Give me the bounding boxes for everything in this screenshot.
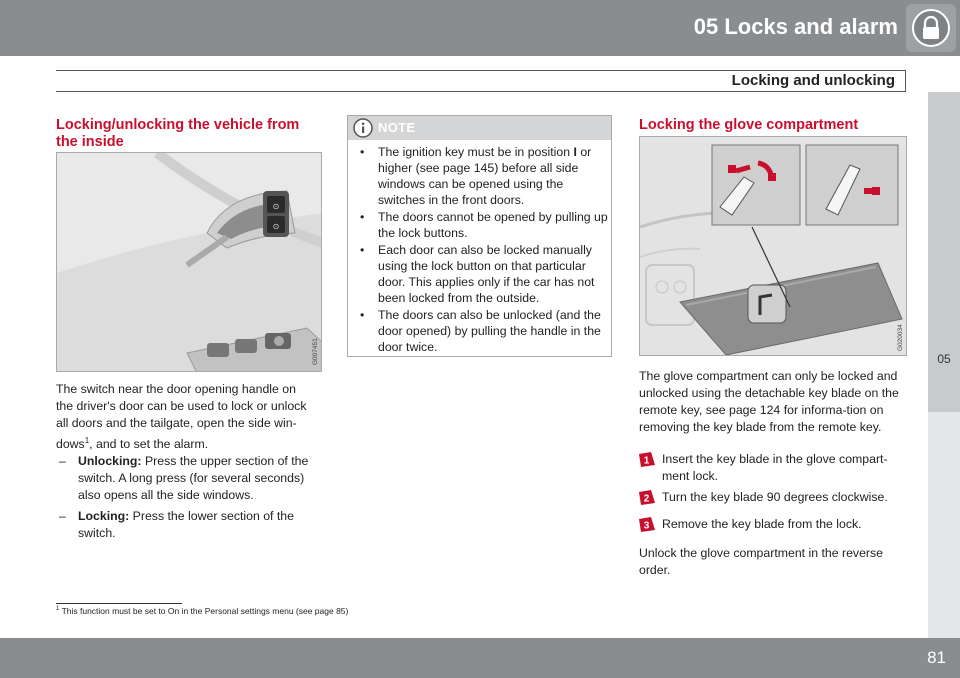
step-3-marker: [639, 517, 655, 532]
chapter-title: 05 Locks and alarm: [693, 14, 898, 39]
para-line: the driver's door can be used to lock or unlock: [56, 399, 307, 413]
chapter-tab[interactable]: [928, 92, 960, 412]
footnote-rule: [56, 603, 182, 604]
side-strip: [928, 412, 960, 638]
door-switch-illustration: [56, 152, 322, 372]
step-1-marker: [639, 452, 655, 467]
note-text: or higher (see page 145) before all side windows can be opened using the switches in the front doors.: [378, 145, 592, 207]
svg-text:⊙: ⊙: [272, 202, 280, 211]
note-header: [348, 116, 611, 140]
note-text: Each door can also be locked manually using the lock button on that particular door. This applies only if the car has not been locked from the outside.: [378, 243, 595, 305]
section-header: [56, 70, 906, 92]
step-text: Turn the key blade 90 degrees clockwise.: [662, 490, 888, 504]
step-item: [639, 489, 909, 506]
note-text: The doors can also be unlocked (and the door opened) by pulling the handle in the door twice.: [378, 308, 601, 354]
step-item: [639, 451, 909, 485]
chapter-badge: [906, 4, 956, 52]
list-item-unlocking: [56, 453, 326, 504]
note-text: The ignition key must be in position: [378, 145, 574, 159]
bullet-marker: •: [360, 308, 365, 322]
col3-closing-paragraph: Unlock the glove compartment in the reverse order.: [639, 546, 884, 577]
dash-marker: –: [59, 454, 66, 468]
note-box: [347, 115, 612, 357]
note-item: [360, 144, 608, 208]
bullet-marker: •: [360, 145, 365, 159]
item-label: Unlocking:: [78, 454, 142, 468]
item-label: Locking:: [78, 509, 130, 523]
header-band: [0, 0, 960, 56]
note-bold: I: [573, 145, 577, 159]
step-text: Insert the key blade in the glove compart-ment lock.: [662, 452, 888, 483]
step-text: Remove the key blade from the lock.: [662, 517, 862, 531]
bullet-marker: •: [360, 210, 365, 224]
bullet-marker: •: [360, 243, 365, 257]
glove-compartment-illustration: [639, 136, 907, 356]
list-item-locking: [56, 508, 326, 542]
step-item: [639, 516, 909, 533]
para-line: [56, 432, 324, 453]
image-code: G007451: [312, 338, 319, 365]
footer-band: [0, 638, 960, 678]
col1-paragraph: [56, 381, 324, 453]
svg-text:1: 1: [643, 455, 650, 467]
item-text: Press the lower section of the switch.: [78, 509, 294, 540]
para-text: dows: [56, 437, 85, 452]
page-number: 81: [927, 648, 946, 667]
note-text: The doors cannot be opened by pulling up the lock buttons.: [378, 210, 608, 240]
footnote: [56, 606, 348, 616]
note-item: [360, 209, 608, 241]
footnote-text: This function must be set to On in the Personal settings menu (see page 85): [61, 606, 349, 616]
step-2-marker: [639, 490, 655, 505]
dash-marker: –: [59, 509, 66, 523]
image-code: G020034: [897, 324, 904, 351]
svg-text:2: 2: [643, 493, 650, 505]
svg-text:3: 3: [643, 520, 650, 532]
padlock-icon: [911, 8, 951, 48]
para-line: all doors and the tailgate, open the side win-: [56, 416, 297, 430]
col3-paragraph: The glove compartment can only be locked and unlocked using the detachable key blade on the remote key, see page 124 for informa-tion on removing the key blade from the remote key.: [639, 369, 899, 434]
footnote-number: 1: [56, 606, 60, 613]
heading-glove-compartment: Locking the glove compartment: [639, 117, 859, 133]
section-title: Locking and unlocking: [731, 72, 895, 89]
svg-text:⊙: ⊙: [272, 222, 280, 231]
info-icon: [353, 118, 373, 138]
heading-locking-inside: Locking/unlocking the vehicle from the inside: [56, 117, 300, 150]
note-label: NOTE: [378, 120, 416, 135]
para-line: The switch near the door opening handle on: [56, 382, 296, 396]
note-item: [360, 242, 608, 306]
chapter-tab-label: 05: [937, 352, 951, 366]
item-text: Press the upper section of the switch. A long press (for several seconds) also opens all the side windows.: [78, 454, 309, 502]
para-text: , and to set the alarm.: [89, 437, 209, 452]
footnote-ref[interactable]: 1: [84, 436, 90, 445]
note-item: [360, 307, 608, 355]
